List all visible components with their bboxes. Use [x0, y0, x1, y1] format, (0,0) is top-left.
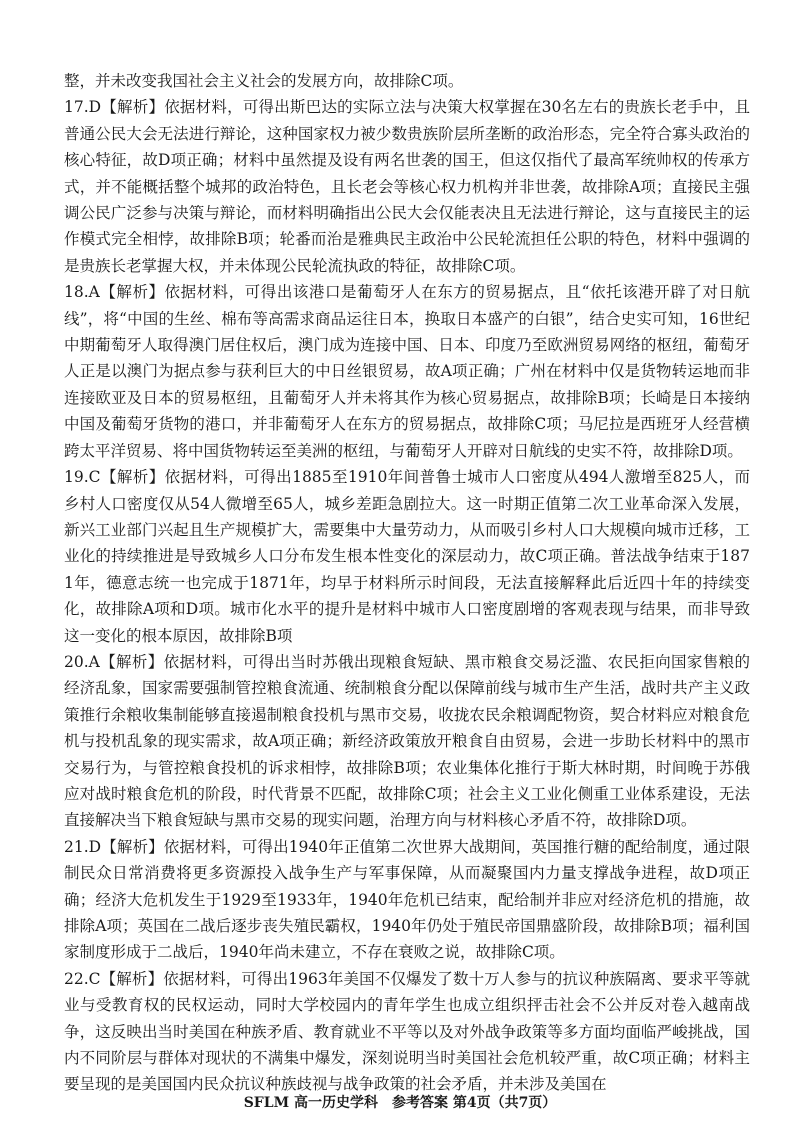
answer-20: 20.A【解析】依据材料，可得出当时苏俄出现粮食短缺、黑市粮食交易泛滥、农民拒向国家售粮的经济乱象，国家需要强制管控粮食流通、统制粮食分配以保障前线与城市生产生活，战时共产主义政策推行余粮收集制能够直接遏制粮食投机与黑市交易，收拢农民余粮调配物资，契合材料应对粮食危机与投机乱象的现实需求，故A项正确；新经济政策放开粮食自由贸易，会进一步助长材料中的黑市交易行为，与管控粮食投机的诉求相悖，故排除B项；农业集体化推行于斯大林时期，时间晚于苏俄应对战时粮食危机的阶段，时代背景不匹配，故排除C项；社会主义工业化侧重工业体系建设，无法直接解决当下粮食短缺与黑市交易的现实问题，治理方向与材料核心矛盾不符，故排除D项。 — [64, 652, 750, 830]
answer-19: 19.C【解析】依据材料，可得出1885至1910年间普鲁士城市人口密度从494人激增至825人，而乡村人口密度仅从54人微增至65人，城乡差距急剧拉大。这一时期正值第二次工业革命深入发展，新兴工业部门兴起且生产规模扩大，需要集中大量劳动力，从而吸引乡村人口大规模向城市迁移，工业化的持续推进是导致城乡人口分布发生根本性变化的深层动力，故C项正确。普法战争结束于1871年，德意志统一也完成于1871年，均早于材料所示时间段，无法直接解释此后近四十年的持续变化，故排除A项和D项。城市化水平的提升是材料中城市人口密度剧增的客观表现与结果，而非导致这一变化的根本原因，故排除B项 — [64, 468, 750, 645]
paragraph-continuation: 整，并未改变我国社会主义社会的发展方向，故排除C项。 — [64, 72, 464, 90]
answer-document — [64, 68, 750, 1098]
answer-22: 22.C【解析】依据材料，可得出1963年美国不仅爆发了数十万人参与的抗议种族隔离、要求平等就业与受教育权的民权运动，同时大学校园内的青年学生也成立组织抨击社会不公并反对卷入越南战争，这反映出当时美国在种族矛盾、教育就业不平等以及对外战争政策等多方面均面临严峻挑战，国内不同阶层与群体对现状的不满集中爆发，深刻说明当时美国社会危机较严重，故C项正确；材料主要呈现的是美国国内民众抗议种族歧视与战争政策的社会矛盾，并未涉及美国在 — [64, 969, 750, 1094]
answer-21: 21.D【解析】依据材料，可得出1940年正值第二次世界大战期间，英国推行糖的配给制度，通过限制民众日常消费将更多资源投入战争生产与军事保障，从而凝聚国内力量支撑战争进程，故D项正确；经济大危机发生于1929至1933年，1940年危机已结束，配给制并非应对经济危机的措施，故排除A项；英国在二战后逐步丧失殖民霸权，1940年仍处于殖民帝国鼎盛阶段，故排除B项；福利国家制度形成于二战后，1940年尚未建立，不存在衰败之说，故排除C项。 — [64, 837, 750, 962]
page-footer: SFLM 高一历史学科 参考答案 第4页（共7页） — [243, 1095, 557, 1111]
answer-18: 18.A【解析】依据材料，可得出该港口是葡萄牙人在东方的贸易据点，且“依托该港开辟了对日航线”，将“中国的生丝、棉布等高需求商品运往日本，换取日本盛产的白银”，结合史实可知，16世纪中期葡萄牙人取得澳门居住权后，澳门成为连接中国、日本、印度乃至欧洲贸易网络的枢纽，葡萄牙人正是以澳门为据点参与获利巨大的中日丝银贸易，故A项正确；广州在材料中仅是货物转运地而非连接欧亚及日本的贸易枢纽，且葡萄牙人并未将其作为核心贸易据点，故排除B项；长崎是日本接纳中国及葡萄牙货物的港口，并非葡萄牙人在东方的贸易据点，故排除C项；马尼拉是西班牙人经营横跨太平洋贸易、将中国货物转运至美洲的枢纽，与葡萄牙人开辟对日航线的史实不符，故排除D项。 — [64, 283, 750, 460]
answer-17: 17.D【解析】依据材料，可得出斯巴达的实际立法与决策大权掌握在30名左右的贵族长老手中，且普通公民大会无法进行辩论，这种国家权力被少数贵族阶层所垄断的政治形态，完全符合寡头政治的核心特征，故D项正确；材料中虽然提及设有两名世袭的国王，但这仅指代了最高军统帅权的传承方式，并不能概括整个城邦的政治特色，且长老会等核心权力机构并非世袭，故排除A项；直接民主强调公民广泛参与决策与辩论，而材料明确指出公民大会仅能表决且无法进行辩论，这与直接民主的运作模式完全相悖，故排除B项；轮番而治是雅典民主政治中公民轮流担任公职的特色，材料中强调的是贵族长老掌握大权，并未体现公民轮流执政的特征，故排除C项。 — [64, 98, 750, 275]
